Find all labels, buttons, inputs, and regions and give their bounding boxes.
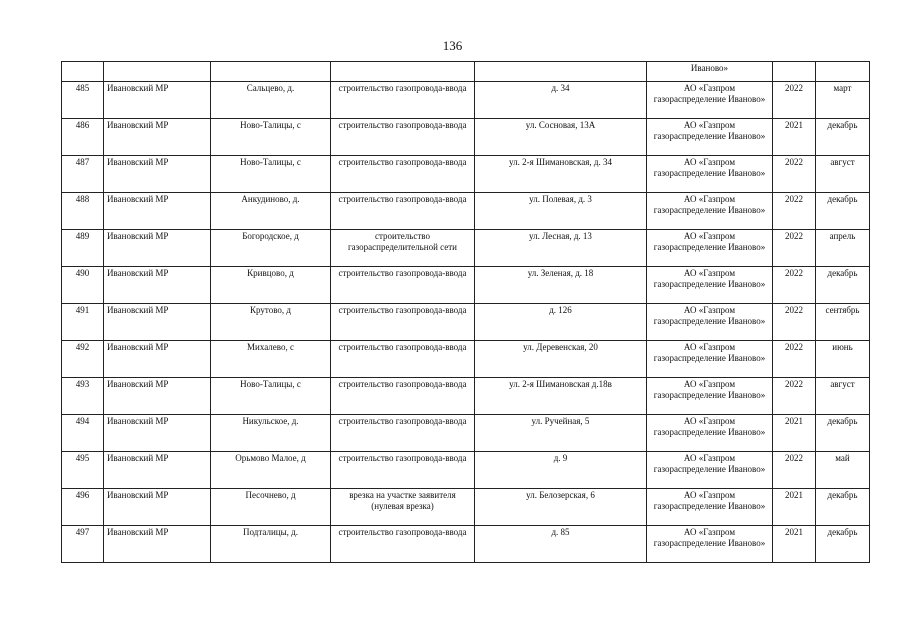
month-cell: сентябрь (816, 304, 870, 341)
page-number: 136 (442, 38, 463, 53)
district-cell: Ивановский МР (104, 267, 211, 304)
work-type-cell: строительство газопровода-ввода (331, 156, 475, 193)
month-cell: декабрь (816, 193, 870, 230)
settlement-cell: Михалево, с (211, 341, 331, 378)
table-row (62, 304, 870, 341)
work-type-cell: строительство газопровода-ввода (331, 378, 475, 415)
gasification-table (61, 61, 870, 563)
year-cell: 2022 (773, 82, 816, 119)
settlement-cell: Богородское, д (211, 230, 331, 267)
district-cell: Ивановский МР (104, 230, 211, 267)
table-row (62, 156, 870, 193)
district-cell: Ивановский МР (104, 526, 211, 563)
settlement-cell: Кривцово, д (211, 267, 331, 304)
table-row (62, 378, 870, 415)
table-row (62, 415, 870, 452)
organization-cell: АО «Газпром газораспределение Иваново» (647, 267, 773, 304)
year-cell: 2022 (773, 230, 816, 267)
row-number-cell: 486 (62, 119, 104, 156)
address-cell: ул. 2-я Шимановская д.18в (475, 378, 647, 415)
row-number-cell: 491 (62, 304, 104, 341)
organization-cell: АО «Газпром газораспределение Иваново» (647, 452, 773, 489)
month-cell: декабрь (816, 267, 870, 304)
month-cell: декабрь (816, 489, 870, 526)
month-cell: декабрь (816, 119, 870, 156)
row-number-cell: 492 (62, 341, 104, 378)
organization-cell: АО «Газпром газораспределение Иваново» (647, 82, 773, 119)
work-type-cell: строительство газопровода-ввода (331, 82, 475, 119)
table-row (62, 526, 870, 563)
table-row (62, 341, 870, 378)
row-number-cell: 487 (62, 156, 104, 193)
organization-cell: АО «Газпром газораспределение Иваново» (647, 193, 773, 230)
district-cell: Ивановский МР (104, 452, 211, 489)
organization-cell: АО «Газпром газораспределение Иваново» (647, 119, 773, 156)
year-cell: 2022 (773, 452, 816, 489)
district-cell: Ивановский МР (104, 489, 211, 526)
row-number-cell: 494 (62, 415, 104, 452)
table-row (62, 82, 870, 119)
settlement-cell: Ново-Талицы, с (211, 156, 331, 193)
work-type-cell: строительство газопровода-ввода (331, 341, 475, 378)
organization-cell: АО «Газпром газораспределение Иваново» (647, 341, 773, 378)
table-row (62, 452, 870, 489)
month-cell: август (816, 378, 870, 415)
district-cell: Ивановский МР (104, 193, 211, 230)
address-cell: ул. 2-я Шимановская, д. 34 (475, 156, 647, 193)
address-cell: ул. Ручейная, 5 (475, 415, 647, 452)
continuation-row (62, 62, 870, 82)
year-cell: 2022 (773, 304, 816, 341)
year-cell: 2022 (773, 378, 816, 415)
month-cell: декабрь (816, 526, 870, 563)
year-cell: 2021 (773, 489, 816, 526)
table-row (62, 230, 870, 267)
district-cell: Ивановский МР (104, 156, 211, 193)
address-cell: д. 85 (475, 526, 647, 563)
row-number-cell: 496 (62, 489, 104, 526)
settlement-cell: Орьмово Малое, д (211, 452, 331, 489)
table-row (62, 193, 870, 230)
settlement-cell: Никульское, д. (211, 415, 331, 452)
table-row (62, 119, 870, 156)
address-cell: д. 34 (475, 82, 647, 119)
work-type-cell: строительство газопровода-ввода (331, 193, 475, 230)
work-type-cell: строительство газопровода-ввода (331, 267, 475, 304)
address-cell: ул. Зеленая, д. 18 (475, 267, 647, 304)
work-type-cell: строительство газопровода-ввода (331, 304, 475, 341)
settlement-cell: Сальцево, д. (211, 82, 331, 119)
month-cell: декабрь (816, 415, 870, 452)
row-number-cell: 485 (62, 82, 104, 119)
organization-cell: АО «Газпром газораспределение Иваново» (647, 378, 773, 415)
district-cell: Ивановский МР (104, 304, 211, 341)
organization-cell: АО «Газпром газораспределение Иваново» (647, 526, 773, 563)
work-type-cell: врезка на участке заявителя (нулевая врезка) (331, 489, 475, 526)
organization-cell: АО «Газпром газораспределение Иваново» (647, 156, 773, 193)
table-row (62, 267, 870, 304)
settlement-cell: Крутово, д (211, 304, 331, 341)
row-number-cell: 493 (62, 378, 104, 415)
row-number-cell: 488 (62, 193, 104, 230)
settlement-cell: Ново-Талицы, с (211, 378, 331, 415)
year-cell: 2021 (773, 415, 816, 452)
row-number-cell: 497 (62, 526, 104, 563)
work-type-cell: строительство газопровода-ввода (331, 526, 475, 563)
month-cell: май (816, 452, 870, 489)
district-cell: Ивановский МР (104, 415, 211, 452)
month-cell: апрель (816, 230, 870, 267)
organization-cell: АО «Газпром газораспределение Иваново» (647, 230, 773, 267)
year-cell: 2022 (773, 267, 816, 304)
row-number-cell: 489 (62, 230, 104, 267)
org-cell: Иваново» (647, 62, 773, 82)
settlement-cell: Ново-Талицы, с (211, 119, 331, 156)
year-cell: 2022 (773, 193, 816, 230)
work-type-cell: строительство газораспределительной сети (331, 230, 475, 267)
year-cell: 2021 (773, 526, 816, 563)
organization-cell: АО «Газпром газораспределение Иваново» (647, 304, 773, 341)
settlement-cell: Анкудиново, д. (211, 193, 331, 230)
year-cell: 2022 (773, 156, 816, 193)
row-number-cell: 490 (62, 267, 104, 304)
address-cell: д. 126 (475, 304, 647, 341)
organization-cell: АО «Газпром газораспределение Иваново» (647, 489, 773, 526)
district-cell: Ивановский МР (104, 378, 211, 415)
month-cell: март (816, 82, 870, 119)
row-number-cell: 495 (62, 452, 104, 489)
district-cell: Ивановский МР (104, 341, 211, 378)
address-cell: ул. Сосновая, 13А (475, 119, 647, 156)
address-cell: ул. Деревенская, 20 (475, 341, 647, 378)
address-cell: ул. Белозерская, 6 (475, 489, 647, 526)
work-type-cell: строительство газопровода-ввода (331, 119, 475, 156)
address-cell: ул. Полевая, д. 3 (475, 193, 647, 230)
table-row (62, 489, 870, 526)
district-cell: Ивановский МР (104, 119, 211, 156)
month-cell: август (816, 156, 870, 193)
work-type-cell: строительство газопровода-ввода (331, 415, 475, 452)
organization-cell: АО «Газпром газораспределение Иваново» (647, 415, 773, 452)
year-cell: 2021 (773, 119, 816, 156)
year-cell: 2022 (773, 341, 816, 378)
district-cell: Ивановский МР (104, 82, 211, 119)
address-cell: ул. Лесная, д. 13 (475, 230, 647, 267)
settlement-cell: Подталицы, д. (211, 526, 331, 563)
work-type-cell: строительство газопровода-ввода (331, 452, 475, 489)
settlement-cell: Песочнево, д (211, 489, 331, 526)
address-cell: д. 9 (475, 452, 647, 489)
month-cell: июнь (816, 341, 870, 378)
